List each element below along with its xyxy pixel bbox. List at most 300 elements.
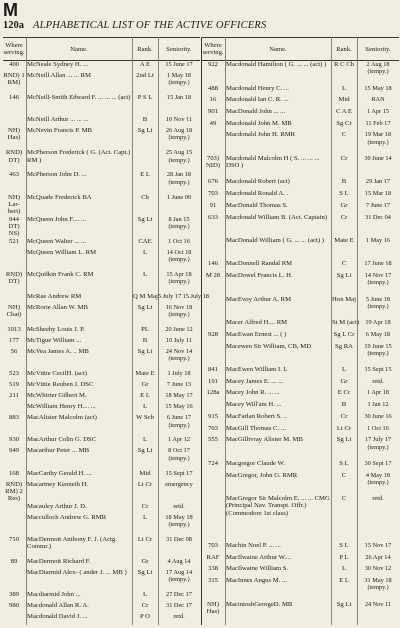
left-header-where: Where serving. <box>3 42 25 56</box>
rank-cell: L <box>341 84 347 92</box>
rank-cell: 2nd Lt <box>136 72 154 79</box>
officer-name-cell: MacAlister Malcolm (act) <box>27 414 97 422</box>
where-serving-cell: NH) Chat) <box>6 303 22 319</box>
where-serving-cell: 883 <box>8 414 20 422</box>
officer-name-cell: Macdonald Ronald A. . <box>226 190 289 197</box>
seniority-cell: 15 Sept 17 <box>165 469 193 477</box>
rank-cell: Sg RA <box>334 342 354 350</box>
where-serving-cell: 710 <box>8 535 20 543</box>
officer-name-cell: Macdonald Ian C. R. ... <box>226 96 289 104</box>
rank-cell: P L <box>339 553 349 561</box>
officer-name-cell: McQuilkin Frank C. RM <box>27 270 94 278</box>
officer-name-cell: MacDonald Thomas S. <box>226 201 288 209</box>
seniority-cell: 8 Oct 17 (tempy.) <box>168 447 190 462</box>
seniority-cell: 31 Dec 04 <box>365 213 391 221</box>
seniority-cell: 20 June 12 <box>165 325 193 333</box>
rank-cell: L <box>142 270 148 278</box>
rank-cell: Cr <box>340 154 348 162</box>
rank-cell: C A E <box>336 107 352 115</box>
rank-cell: L <box>142 436 148 444</box>
officer-name-cell: MacGregor, John G. RMR <box>226 471 298 479</box>
seniority-cell: 10 Nov 11 <box>165 116 193 124</box>
where-serving-cell: 146 <box>207 260 219 268</box>
left-header-name: Name. <box>70 45 88 53</box>
seniority-cell: 11 Feb 17 <box>365 119 391 127</box>
rank-cell: B <box>341 178 347 186</box>
left-header-rank: Rank. <box>137 45 153 53</box>
seniority-cell: 14 Nov 17 (tempy.) <box>364 272 392 287</box>
rank-cell: S L <box>339 190 349 197</box>
officer-entry <box>202 319 399 331</box>
seniority-cell: emergency <box>165 480 193 488</box>
seniority-cell: 1 Apr 18 <box>366 389 390 397</box>
where-serving-cell <box>202 319 224 331</box>
rank-cell: Cr <box>340 213 348 221</box>
rank-cell: B <box>341 401 347 409</box>
officer-name-cell: McQueen William L. RM <box>27 248 97 256</box>
officer-entry <box>202 237 399 261</box>
where-serving-cell: 703) NID) <box>205 154 221 170</box>
officer-name-cell: Macartney Kenneth H. <box>27 480 89 488</box>
where-serving-cell: 521 <box>8 237 20 245</box>
rank-cell: E L <box>339 577 349 585</box>
where-serving-cell: 315 <box>207 577 219 585</box>
officer-name-cell: MacIlwaine William S. <box>226 565 289 573</box>
officer-name-cell: McPherson Frederick ( G. (Act. Capt.) RM ) <box>27 149 131 164</box>
where-serving-cell <box>3 116 25 127</box>
officer-name-cell: McNeale Sydney H. ... <box>27 61 89 68</box>
where-serving-cell: 16 <box>209 96 217 104</box>
where-serving-cell: 703 <box>207 424 219 432</box>
seniority-cell: 1 Oct 16 <box>168 237 190 245</box>
where-serving-cell: RAF <box>206 553 220 561</box>
officer-name-cell: McNeill-Smith Edward F. ... ... ... (act) <box>27 94 131 102</box>
seniority-cell: 31 May 18 (tempy.) <box>364 577 392 592</box>
officer-entry <box>202 260 399 272</box>
rank-cell: Sg Lt <box>137 348 153 355</box>
officer-entry <box>3 94 200 116</box>
where-serving-cell: 703 <box>207 541 219 549</box>
officer-name-cell: Macculloch Andrew G. RMR <box>27 513 107 521</box>
rank-cell: L <box>142 590 148 598</box>
page-title: ALPHABETICAL LIST OF THE ACTIVE OFFICERS <box>33 20 267 31</box>
seniority-cell: 15 Apr 18 (tempy.) <box>166 270 192 285</box>
officer-name-cell: McPherson John D. ... <box>27 171 87 179</box>
officer-entry <box>3 149 200 171</box>
seniority-cell: 8 Jan 15 (tempy.) <box>168 215 190 230</box>
where-serving-cell: 523 <box>8 370 20 378</box>
officer-entry <box>3 381 200 392</box>
officer-entry <box>202 202 399 214</box>
officer-entry <box>202 413 399 425</box>
seniority-cell: 30 Sept 17 <box>364 459 392 467</box>
seniority-cell: 4 Aug 14 <box>167 557 191 565</box>
rank-cell: Sg Lt <box>137 303 153 311</box>
officer-entry <box>3 337 200 348</box>
officer-entry <box>3 249 200 271</box>
seniority-cell: 29 Jan 17 <box>365 178 391 186</box>
seniority-cell: retd. <box>372 495 384 502</box>
right-column-header <box>202 37 399 61</box>
rank-cell: Gr <box>340 377 348 385</box>
seniority-cell: 24 Nov 11 <box>364 600 392 608</box>
where-serving-cell: 177 <box>8 337 20 344</box>
officer-name-cell: McTigue William ... <box>27 337 82 344</box>
officer-entry <box>202 366 399 378</box>
left-column-block <box>3 37 209 625</box>
where-serving-cell: RND) RM) 2 Res) <box>5 480 23 503</box>
rank-cell: Ch <box>141 193 149 201</box>
officer-entry <box>202 542 399 554</box>
officer-entry <box>3 470 200 481</box>
officer-entry <box>3 591 200 602</box>
where-serving-cell: 519 <box>8 381 20 389</box>
rank-cell: C <box>341 471 347 479</box>
rank-cell: Hon Maj <box>332 295 356 303</box>
officer-entry <box>202 272 399 296</box>
rank-cell: Mid <box>139 469 151 477</box>
rank-cell: E Cr <box>337 389 351 397</box>
left-column-header <box>3 37 200 61</box>
seniority-cell: 15 Sept 15 <box>364 366 392 373</box>
officer-name-cell: Macdiarmid John ... <box>27 590 81 598</box>
officer-entry <box>202 96 399 108</box>
officer-name-cell: Macer Alfred H.... RM <box>226 319 288 326</box>
seniority-cell: 1 May 18 (tempy.) <box>166 72 192 87</box>
officer-name-cell: McVea James A. .. MB <box>27 348 89 355</box>
seniority-cell: 4 May 18 (tempy.) <box>365 471 391 486</box>
officer-entry <box>202 178 399 190</box>
officer-entry <box>202 425 399 437</box>
seniority-cell: 14 Oct 18 (tempy.) <box>166 248 192 263</box>
officer-entry <box>202 495 399 542</box>
rank-cell: Cr <box>141 502 149 510</box>
seniority-cell: 17 July 17 (tempy.) <box>364 436 392 451</box>
officer-entry <box>3 348 200 370</box>
where-serving-cell: 703 <box>207 190 219 197</box>
seniority-cell: 15 Mar 18 <box>364 190 392 197</box>
officer-entry <box>3 326 200 337</box>
where-serving-cell: NH) Has) <box>7 127 21 142</box>
where-serving-cell: M 28 <box>205 272 221 280</box>
right-header-seniority: Seniority. <box>365 45 391 53</box>
officer-name-cell: Macey James E. ... ... <box>226 377 284 385</box>
officer-name-cell: MacGillivray Alister M. MB <box>226 436 303 444</box>
rank-cell: B <box>142 116 148 124</box>
where-serving-cell <box>202 237 224 261</box>
where-serving-cell <box>202 296 224 320</box>
where-serving-cell <box>3 613 25 624</box>
seniority-cell: 15 Jan 18 <box>166 94 192 102</box>
rank-cell: C <box>341 495 347 502</box>
where-serving-cell: 949 <box>8 447 20 455</box>
officer-entry <box>202 577 399 601</box>
officer-name-cell: MacArthur Colin G. DSC <box>27 436 97 444</box>
officer-entry <box>202 108 399 120</box>
right-header-where: Where serving. <box>202 42 224 56</box>
where-serving-cell: RND) DT) <box>5 270 23 285</box>
seniority-cell: retd. <box>173 613 185 620</box>
officer-entry <box>202 565 399 577</box>
seniority-cell: 15 Nov 17 <box>364 541 392 549</box>
rank-cell: Q M Maj <box>133 292 158 300</box>
officer-entry <box>202 331 399 343</box>
officer-entry <box>3 194 200 216</box>
rank-cell: A E <box>139 61 151 68</box>
where-serving-cell: RND) 1 RM) <box>3 72 25 87</box>
seniority-cell: 19 June 15 (tempy.) <box>364 342 392 357</box>
officer-name-cell: McVittie CecilH. (act) <box>27 370 87 378</box>
rank-cell <box>133 149 157 171</box>
rank-cell: R C Ch <box>333 61 355 68</box>
officer-name-cell: MacDiarmid Alex- ( ander J. ... MB ) <box>27 568 127 576</box>
rank-cell: Sg Lt <box>137 127 153 135</box>
where-serving-cell: 89 <box>10 557 18 565</box>
rank-cell: Lt Cr <box>336 424 352 432</box>
officer-entry <box>3 171 200 193</box>
officer-entry <box>202 85 399 97</box>
where-serving-cell: 400 <box>8 61 20 68</box>
seniority-cell: RAN <box>371 96 385 104</box>
rank-cell: L <box>142 513 148 521</box>
officer-entry <box>3 370 200 381</box>
officer-name-cell: Macewen Sir William, CB, MD <box>226 342 312 350</box>
page-number: 120a <box>3 20 24 31</box>
seniority-cell: 25 Aug 15 (tempy.) <box>165 149 193 164</box>
where-serving-cell: 463 <box>8 171 20 179</box>
officer-name-cell: MacDermott Richard F. <box>27 557 91 565</box>
seniority-cell: 24 Nov 14 (tempy.) <box>165 348 193 363</box>
seniority-cell: 1 Jan 12 <box>367 401 389 409</box>
officer-name-cell: MacInnes Angus M. ... <box>226 577 288 585</box>
officer-name-cell: MacintoshGeorgeD. MB <box>226 600 293 608</box>
seniority-cell: 6 June 17 (tempy.) <box>166 414 192 429</box>
rank-cell: C <box>341 260 347 268</box>
where-serving-cell: 901 <box>207 107 219 115</box>
where-serving-cell: 930 <box>8 436 20 444</box>
officer-entry <box>3 436 200 447</box>
rank-cell: W Sch <box>136 414 154 422</box>
officer-name-cell: Macdonald Allan R. A. <box>27 601 89 609</box>
seniority-cell: 15 June 17 <box>165 61 193 68</box>
seniority-cell: 26 Apr 14 <box>365 553 391 561</box>
officer-name-cell: MacEvoy Arthur A. RM <box>226 295 292 303</box>
where-serving-cell: 676 <box>207 178 219 186</box>
officer-name-cell: MacDermott Anthony F. J. (Actg. Commr.) <box>27 535 117 550</box>
where-serving-cell: 91 <box>209 201 217 209</box>
right-header-rank: Rank. <box>336 45 352 53</box>
where-serving-cell: 389 <box>8 590 20 598</box>
officer-name-cell: McQuade Frederick BA <box>27 193 92 201</box>
where-serving-cell <box>202 131 224 155</box>
officer-entry <box>3 392 200 403</box>
rank-cell: B <box>142 337 148 344</box>
officer-entry <box>3 238 200 249</box>
where-serving-cell <box>3 569 25 591</box>
where-serving-cell: 915 <box>207 412 219 420</box>
seniority-cell: 19 Mar 18 (tempy.) <box>364 131 392 146</box>
officer-name-cell: Macey John R. ... ... <box>226 389 280 397</box>
officer-name-cell: MacIlwaine Arthur W.... <box>226 553 292 561</box>
seniority-cell: 1 May 16 <box>365 236 391 244</box>
officer-name-cell: McQueen Walter ... ... <box>27 237 86 245</box>
officer-entry <box>3 558 200 569</box>
officer-name-cell: McWhirter Gilbert M. <box>27 392 87 400</box>
officer-entry <box>3 304 200 326</box>
where-serving-cell <box>3 249 25 271</box>
officer-name-cell: Macdonald John H. RMR <box>226 131 296 139</box>
officer-entry <box>202 378 399 390</box>
where-serving-cell: RND) DT) <box>5 149 23 164</box>
seniority-cell: 30 June 16 <box>364 412 392 420</box>
seniority-cell: 5 July 17 15 July 18 <box>158 292 209 300</box>
rank-cell: Lt Cr <box>137 535 153 543</box>
rank-cell: Sg Cr <box>336 119 352 127</box>
seniority-cell: 2 Aug 18 (tempy.) <box>366 61 390 76</box>
officer-entry <box>202 131 399 155</box>
running-header <box>3 20 397 34</box>
officer-name-cell: MacEwen William I. L <box>226 366 288 373</box>
officer-name-cell: Macdonald Henry C. ... <box>226 84 289 92</box>
officers-table <box>3 37 398 625</box>
left-header-seniority: Seniority. <box>166 45 192 53</box>
officer-entry <box>202 401 399 413</box>
officer-name-cell: MacDonnell Randal RM <box>226 260 293 268</box>
rank-cell: E L <box>140 171 150 179</box>
officer-entry <box>3 403 200 414</box>
rank-cell: Sg Lt <box>137 215 153 223</box>
rank-cell: Sg Lt <box>336 272 352 280</box>
officer-entry <box>3 503 200 514</box>
officer-entry <box>3 271 200 293</box>
seniority-cell: 28 Jan 18 (tempy.) <box>166 171 192 186</box>
officer-entry <box>3 116 200 127</box>
rank-cell: S L <box>339 541 349 549</box>
seniority-cell: 15 May 16 <box>165 403 193 411</box>
seniority-cell: 10 July 11 <box>165 337 192 344</box>
where-serving-cell: 980 <box>8 601 20 609</box>
where-serving-cell: 928 <box>207 330 219 338</box>
rank-cell: Sg Lt <box>137 568 153 576</box>
officer-name-cell: McNevin Francis P. MB <box>27 127 93 135</box>
seniority-cell: 26 Aug 18 (tempy.) <box>165 127 193 142</box>
where-serving-cell: 555 <box>207 436 219 444</box>
where-serving-cell: 922 <box>207 61 219 68</box>
officer-entry <box>202 554 399 566</box>
seniority-cell: 16 Nov 18 (tempy.) <box>165 303 193 319</box>
rank-cell: Mate E <box>334 236 354 244</box>
officer-name-cell: Macarthur Peter ... MB <box>27 447 90 455</box>
section-letter: M <box>3 0 18 20</box>
seniority-cell: 31 Dec 08 <box>166 535 192 543</box>
officer-name-cell: MacDowel Francis L. H. <box>226 272 293 280</box>
rank-cell: Cr <box>340 412 348 420</box>
officer-entry <box>202 120 399 132</box>
rank-cell: P S L <box>137 94 153 102</box>
seniority-cell: 7 June 13 <box>166 381 192 389</box>
officer-name-cell: Macdonald John M. MB <box>226 119 292 127</box>
where-serving-cell: 488 <box>207 84 219 92</box>
officer-name-cell: Macauley Arthur J. D. <box>27 502 87 510</box>
seniority-cell: 7 June 17 <box>365 201 391 209</box>
officer-entry <box>3 414 200 436</box>
rank-cell: Gr <box>340 201 348 209</box>
seniority-cell: 1 Apr 15 <box>366 107 390 115</box>
officer-name-cell: Macdonald Robert (act) <box>226 178 290 186</box>
where-serving-cell: 1013 <box>7 325 21 333</box>
officer-name-cell: McQueen John F.... ... <box>27 215 86 223</box>
officer-entry <box>202 601 399 625</box>
officer-name-cell: McSheehy Louis J. P. <box>27 325 85 333</box>
officer-entry <box>202 155 399 179</box>
right-column-block <box>202 37 398 625</box>
rank-cell: L <box>142 248 148 256</box>
officer-entry <box>202 389 399 401</box>
rank-cell: C <box>341 131 347 139</box>
officer-entry <box>3 569 200 591</box>
officer-name-cell: MacGregor Sir Malcolm E. ... ... CMG (Principal Nav. Transpt. Offr.) (Commodore 1st class) <box>226 495 330 517</box>
where-serving-cell: 191 <box>207 377 219 385</box>
seniority-cell: 15 May 18 <box>364 84 392 92</box>
seniority-cell: 30 Nov 12 <box>364 565 392 573</box>
where-serving-cell: 168 <box>8 469 20 477</box>
officer-entry <box>202 190 399 202</box>
officer-entry <box>202 343 399 367</box>
seniority-cell: 1 July 18 <box>167 370 191 378</box>
seniority-cell: 30 June 14 <box>364 154 392 162</box>
officer-entry <box>202 460 399 472</box>
where-serving-cell: 211 <box>9 392 19 400</box>
rank-cell: Mid <box>338 96 350 104</box>
officer-name-cell: Macdonald Malcolm H ( S. ... ... ... DSO ) <box>226 154 320 170</box>
rank-cell: St M (act) <box>332 319 360 326</box>
rank-cell: Sg Lt <box>336 436 352 444</box>
where-serving-cell <box>3 503 25 514</box>
where-serving-cell <box>3 293 25 304</box>
officer-name-cell: McWilliam Henry H.... ... <box>27 403 96 411</box>
officer-entry <box>3 216 200 238</box>
officer-name-cell: MacGill Thomas C. ... <box>226 424 286 432</box>
officer-entry <box>3 447 200 469</box>
seniority-cell: 19 Apr 18 <box>365 319 391 326</box>
officer-name-cell: MacDonald John ... ... <box>226 107 286 115</box>
officer-name-cell: MacEwan Ernest ... ( ) <box>226 330 287 338</box>
rank-cell: Cr <box>141 601 149 609</box>
rank-cell: Sg Lt <box>336 600 352 608</box>
seniority-cell: 5 June 18 (tempy.) <box>365 295 391 310</box>
officer-entry <box>3 292 209 304</box>
rank-cell: PL <box>141 325 149 333</box>
rank-cell: Sg L Cr <box>333 330 355 338</box>
seniority-cell: 1 June 09 <box>166 193 192 201</box>
seniority-cell: 27 Dec 17 <box>166 590 192 598</box>
rank-cell: Sg Lt <box>137 447 153 455</box>
rank-cell: L <box>341 565 347 573</box>
where-serving-cell: 944 DT) NS) <box>8 215 20 238</box>
officer-name-cell: McRorie Allan W. MB <box>27 303 88 311</box>
where-serving-cell <box>3 514 25 536</box>
where-serving-cell <box>202 495 224 542</box>
officer-name-cell: Macdonald William B. (Act. Captain) <box>226 213 328 221</box>
rank-cell: E L <box>140 392 150 400</box>
seniority-cell: 31 Dec 17 <box>166 601 192 609</box>
officer-name-cell: Macdonald David J. ... <box>27 613 88 620</box>
seniority-cell: 1 Oct 16 <box>367 424 389 432</box>
officer-name-cell: MacFarlan Robert S. .. <box>226 412 287 420</box>
officer-entry <box>202 472 399 496</box>
officer-name-cell: Macdonald Hamilton ( G. ... ... (act) ) <box>226 61 327 68</box>
where-serving-cell: 56 <box>10 348 18 355</box>
